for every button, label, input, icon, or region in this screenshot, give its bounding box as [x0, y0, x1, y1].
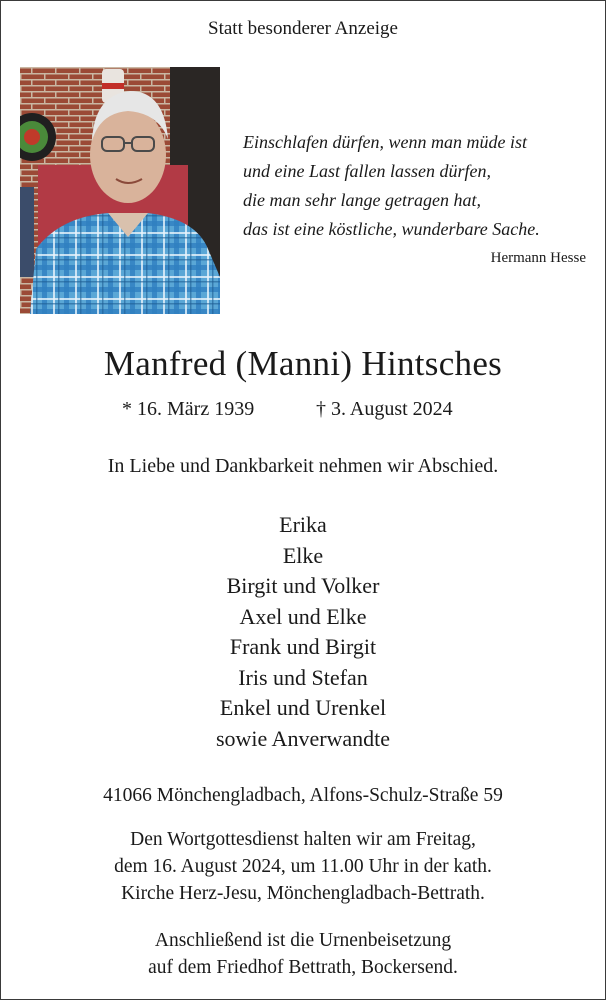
burial-info [0, 927, 606, 981]
death-date: † 3. August 2024 [316, 398, 453, 420]
family-member: Enkel und Urenkel [219, 695, 387, 720]
family-member: Elke [282, 542, 324, 568]
family-list [0, 510, 606, 754]
family-member: Erika [279, 512, 327, 537]
service-info [0, 826, 606, 907]
portrait-illustration [20, 67, 220, 314]
notice-header: Statt besonderer Anzeige [208, 18, 398, 39]
farewell-text: In Liebe und Dankbarkeit nehmen wir Abschied. [107, 455, 499, 477]
deceased-name: Manfred (Manni) Hintsches [103, 344, 503, 383]
family-member: sowie Anverwandte [215, 725, 391, 751]
address: 41066 Mönchengladbach, Alfons-Schulz-Straße 59 [103, 785, 503, 806]
quote-line: das ist eine köstliche, wunderbare Sache. [243, 219, 540, 239]
service-line: Kirche Herz-Jesu, Mönchengladbach-Bettrath. [121, 883, 485, 904]
quote-line: und eine Last fallen lassen dürfen, [243, 161, 491, 181]
poem-quote [243, 128, 540, 244]
quote-line: Einschlafen dürfen, wenn man müde ist [243, 132, 527, 152]
family-member: Frank und Birgit [229, 634, 377, 659]
quote-line: die man sehr lange getragen hat, [243, 190, 481, 210]
service-line: dem 16. August 2024, um 11.00 Uhr in der kath. [114, 856, 492, 877]
service-line: Den Wortgottesdienst halten wir am Freitag, [130, 829, 476, 850]
family-member: Iris und Stefan [238, 664, 368, 690]
birth-date: * 16. März 1939 [122, 398, 255, 420]
family-member: Axel und Elke [239, 603, 367, 629]
burial-line: auf dem Friedhof Bettrath, Bockersend. [148, 957, 458, 978]
portrait-photo [20, 67, 220, 314]
family-member: Birgit und Volker [226, 573, 380, 598]
quote-author: Hermann Hesse [490, 250, 586, 266]
burial-line: Anschließend ist die Urnenbeisetzung [154, 930, 452, 951]
